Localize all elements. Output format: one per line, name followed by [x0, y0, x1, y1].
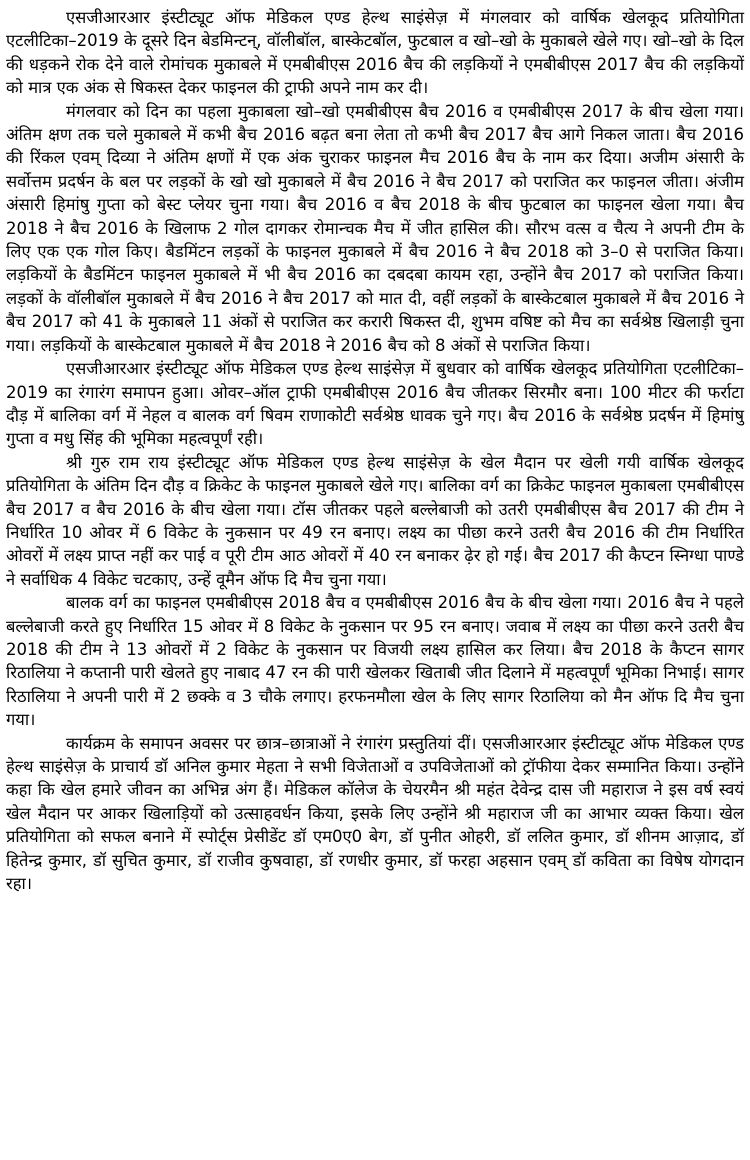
- paragraph-tuesday-matches: मंगलवार को दिन का पहला मुकाबला खो–खो एमबीबीएस बैच 2016 व एमबीबीएस 2017 के बीच खेला गया। अंतिम क्षण तक चले मुकाबले में कभी बैच 2016 बढ़त बना लेता तो कभी बैच 2017 बैच आगे निकल जाता। बैच 2016 की रिंकल एवम् दिव्या ने अंतिम क्षणों में एक अंक चुराकर फाइनल मैच 2016 बैच के नाम कर दिया। अजीम अंसारी के सर्वोत्तम प्रदर्षन के बल पर लड़कों के खो खो मुकाबले में बैच 2016 ने बैच 2017 को पराजित कर फाइनल जीता। अंजीम अंसारी हिमांषु गुप्ता को बेस्ट प्लेयर चुना गया। बैच 2016 व बैच 2018 के बीच फुटबाल का फाइनल खेला गया। बैच 2018 ने बैच 2016 के खिलाफ 2 गोल दागकर रोमान्चक मैच में जीत हासिल की। सौरभ वत्स व चैत्य ने अपनी टीम के लिए एक एक गोल किए। बैडमिंटन लड़कों के फाइनल मुकाबले में बैच 2016 ने बैच 2018 को 3–0 से पराजित किया। लड़कियों के बैडमिंटन फाइनल मुकाबले में भी बैच 2016 का दबदबा कायम रहा, उन्होंने बैच 2017 को पराजित किया। लड़कों के वॉलीबॉल मुकाबले में बैच 2016 ने बैच 2017 को मात दी, वहीं लड़कों के बास्केटबाल मुकाबले में बैच 2016 ने बैच 2017 को 41 के मुकाबले 11 अंकों से पराजित कर करारी षिकस्त दी, शुभम वषिष्ट को मैच का सर्वश्रेष्ठ खिलाड़ी चुना गया। लड़कियों के बास्केटबाल मुकाबले में बैच 2018 ने 2016 बैच को 8 अंकों से पराजित किया।: [6, 101, 744, 355]
- paragraph-girls-cricket-final: श्री गुरु राम राय इंस्टीट्यूट ऑफ मेडिकल एण्ड हेल्थ साइंसेज़ के खेल मैदान पर खेली गयी वार्षिक खेलकूद प्रतियोगिता के अंतिम दिन दौड़ व क्रिकेट के फाइनल मुकाबले खेले गए। बालिका वर्ग का क्रिकेट फाइनल मुकाबला एमबीबीएस बैच 2017 व बैच 2016 के बीच खेला गया। टॉस जीतकर पहले बल्लेबाजी को उतरी एमबीबीएस बैच 2017 की टीम ने निर्धारित 10 ओवर में 6 विकेट के नुकसान पर 49 रन बनाए। लक्ष्य का पीछा करने उतरी बैच 2016 की टीम निर्धारित ओवरों में लक्ष्य प्राप्त नहीं कर पाई व पूरी टीम आठ ओवरों में 40 रन बनाकर ढ़ेर हो गई। बैच 2017 की कैप्टन स्निग्धा पाण्डे ने सर्वाधिक 4 विकेट चटकाए, उन्हें वूमैन ऑफ दि मैच चुना गया।: [6, 452, 744, 589]
- paragraph-prize-distribution: कार्यक्रम के समापन अवसर पर छात्र–छात्राओं ने रंगारंग प्रस्तुतियां दीं। एसजीआरआर इंस्टीट्यूट ऑफ मेडिकल एण्ड हेल्थ साइंसेज़ के प्राचार्य डॉ अनिल कुमार मेहता ने सभी विजेताओं व उपविजेताओं को ट्रॉफीया देकर सम्मानित किया। उन्होंने कहा कि खेल हमारे जीवन का अभिन्न अंग हैं। मेडिकल कॉलेज के चेयरमैन श्री महंत देवेन्द्र दास जी महाराज ने इस वर्ष स्वयं खेल मैदान पर आकर खिलाड़ियों को उत्साहवर्धन किया, इसके लिए उन्होंने श्री महाराज जी का आभार व्यक्त किया। खेल प्रतियोगिता को सफल बनाने में स्पोर्ट्स प्रेसीडेंट डॉ एम0ए0 बेग, डॉ पुनीत ओहरी, डॉ ललित कुमार, डॉ शीनम आज़ाद, डॉ हितेन्द्र कुमार, डॉ सुचित कुमार, डॉ राजीव कुषवाहा, डॉ रणधीर कुमार, डॉ फरहा अहसान एवम् डॉ कविता का विषेष योगदान रहा।: [6, 733, 744, 894]
- paragraph-kho-kho-girls-final: एसजीआरआर इंस्टीट्यूट ऑफ मेडिकल एण्ड हेल्थ साइंसेज़ में मंगलवार को वार्षिक खेलकूद प्रतियोगिता एटलीटिका–2019 के दूसरे दिन बेडमिन्टन्, वॉलीबॉल, बास्केटबॉल, फुटबाल व खो–खो के मुकाबले खेले गए। खो–खो के दिल की धड़कने रोक देने वाले रोमांचक मुकाबले में एमबीबीएस 2016 बैच की लड़कियों ने एमबीबीएस 2017 बैच की लड़कियों को मात्र एक अंक से षिकस्त देकर फाइनल की ट्राफी अपने नाम कर दी।: [6, 8, 744, 98]
- paragraph-closing-ceremony: एसजीआरआर इंस्टीट्यूट ऑफ मेडिकल एण्ड हेल्थ साइंसेज़ में बुधवार को वार्षिक खेलकूद प्रतियोगिता एटलीटिका–2019 का रंगारंग समापन हुआ। ओवर–ऑल ट्राफी एमबीबीएस 2016 बैच जीतकर सिरमौर बना। 100 मीटर की फर्राटा दौड़ में बालिका वर्ग में नेहल व बालक वर्ग षिवम राणाकोटी सर्वश्रेष्ठ धावक चुने गए। बैच 2016 के सर्वश्रेष्ठ प्रदर्षन में हिमांषु गुप्ता व मधु सिंह की भूमिका महत्वपूर्णं रही।: [6, 359, 744, 449]
- paragraph-boys-cricket-final: बालक वर्ग का फाइनल एमबीबीएस 2018 बैच व एमबीबीएस 2016 बैच के बीच खेला गया। 2016 बैच ने पहले बल्लेबाजी करते हुए निर्धारित 15 ओवर में 8 विकेट के नुकसान पर 95 रन बनाए। जवाब में लक्ष्य का पीछा करने उतरी बैच 2018 की टीम ने 13 ओवरों में 2 विकेट के नुकसान पर विजयी लक्ष्य हासिल कर लिया। बैच 2018 के कैप्टन सागर रिठालिया ने कप्तानी पारी खेलते हुए नाबाद 47 रन की पारी खेलकर खिताबी जीत दिलाने में महत्वपूर्णं भूमिका निभाई। सागर रिठालिया ने अपनी पारी में 2 छक्के व 3 चौके लगाए। हरफनमौला खेल के लिए सागर रिठालिया को मैन ऑफ दि मैच चुना गया।: [6, 593, 744, 730]
